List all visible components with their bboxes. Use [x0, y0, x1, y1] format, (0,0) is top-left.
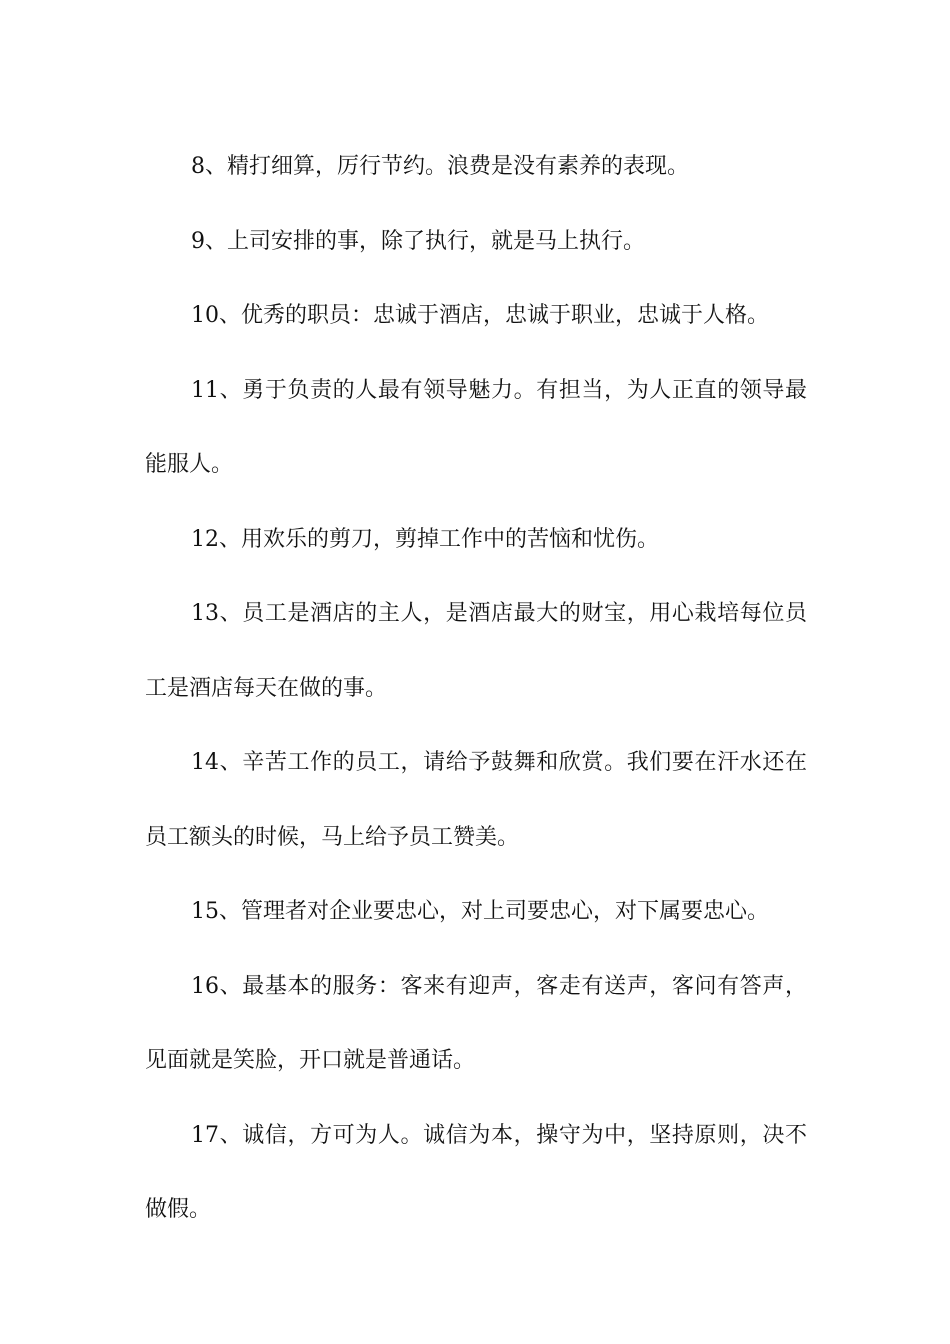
- paragraph-15: 15、管理者对企业要忠心，对上司要忠心，对下属要忠心。: [191, 899, 769, 924]
- paragraph-12: 12、用欢乐的剪刀，剪掉工作中的苦恼和忧伤。: [191, 526, 659, 552]
- paragraph-9: 9、上司安排的事，除了执行，就是马上执行。: [191, 228, 645, 254]
- paragraph-11: 11、勇于负责的人最有领导魅力。有担当，为人正直的领导最能服人。: [145, 377, 807, 477]
- paragraph-16: 16、最基本的服务：客来有迎声，客走有送声，客问有答声，见面就是笑脸，开口就是普通话。: [145, 973, 807, 1073]
- document-body: [145, 130, 807, 1248]
- paragraph-17: 17、诚信，方可为人。诚信为本，操守为中，坚持原则，决不做假。: [145, 1122, 807, 1222]
- paragraph-8: 8、精打细算，厉行节约。浪费是没有素养的表现。: [191, 154, 689, 179]
- paragraph-13: 13、员工是酒店的主人，是酒店最大的财宝，用心栽培每位员工是酒店每天在做的事。: [145, 601, 807, 701]
- paragraph-10: 10、优秀的职员：忠诚于酒店，忠诚于职业，忠诚于人格。: [191, 303, 769, 328]
- paragraph-14: 14、辛苦工作的员工，请给予鼓舞和欣赏。我们要在汗水还在员工额头的时候，马上给予员工赞美。: [145, 750, 807, 850]
